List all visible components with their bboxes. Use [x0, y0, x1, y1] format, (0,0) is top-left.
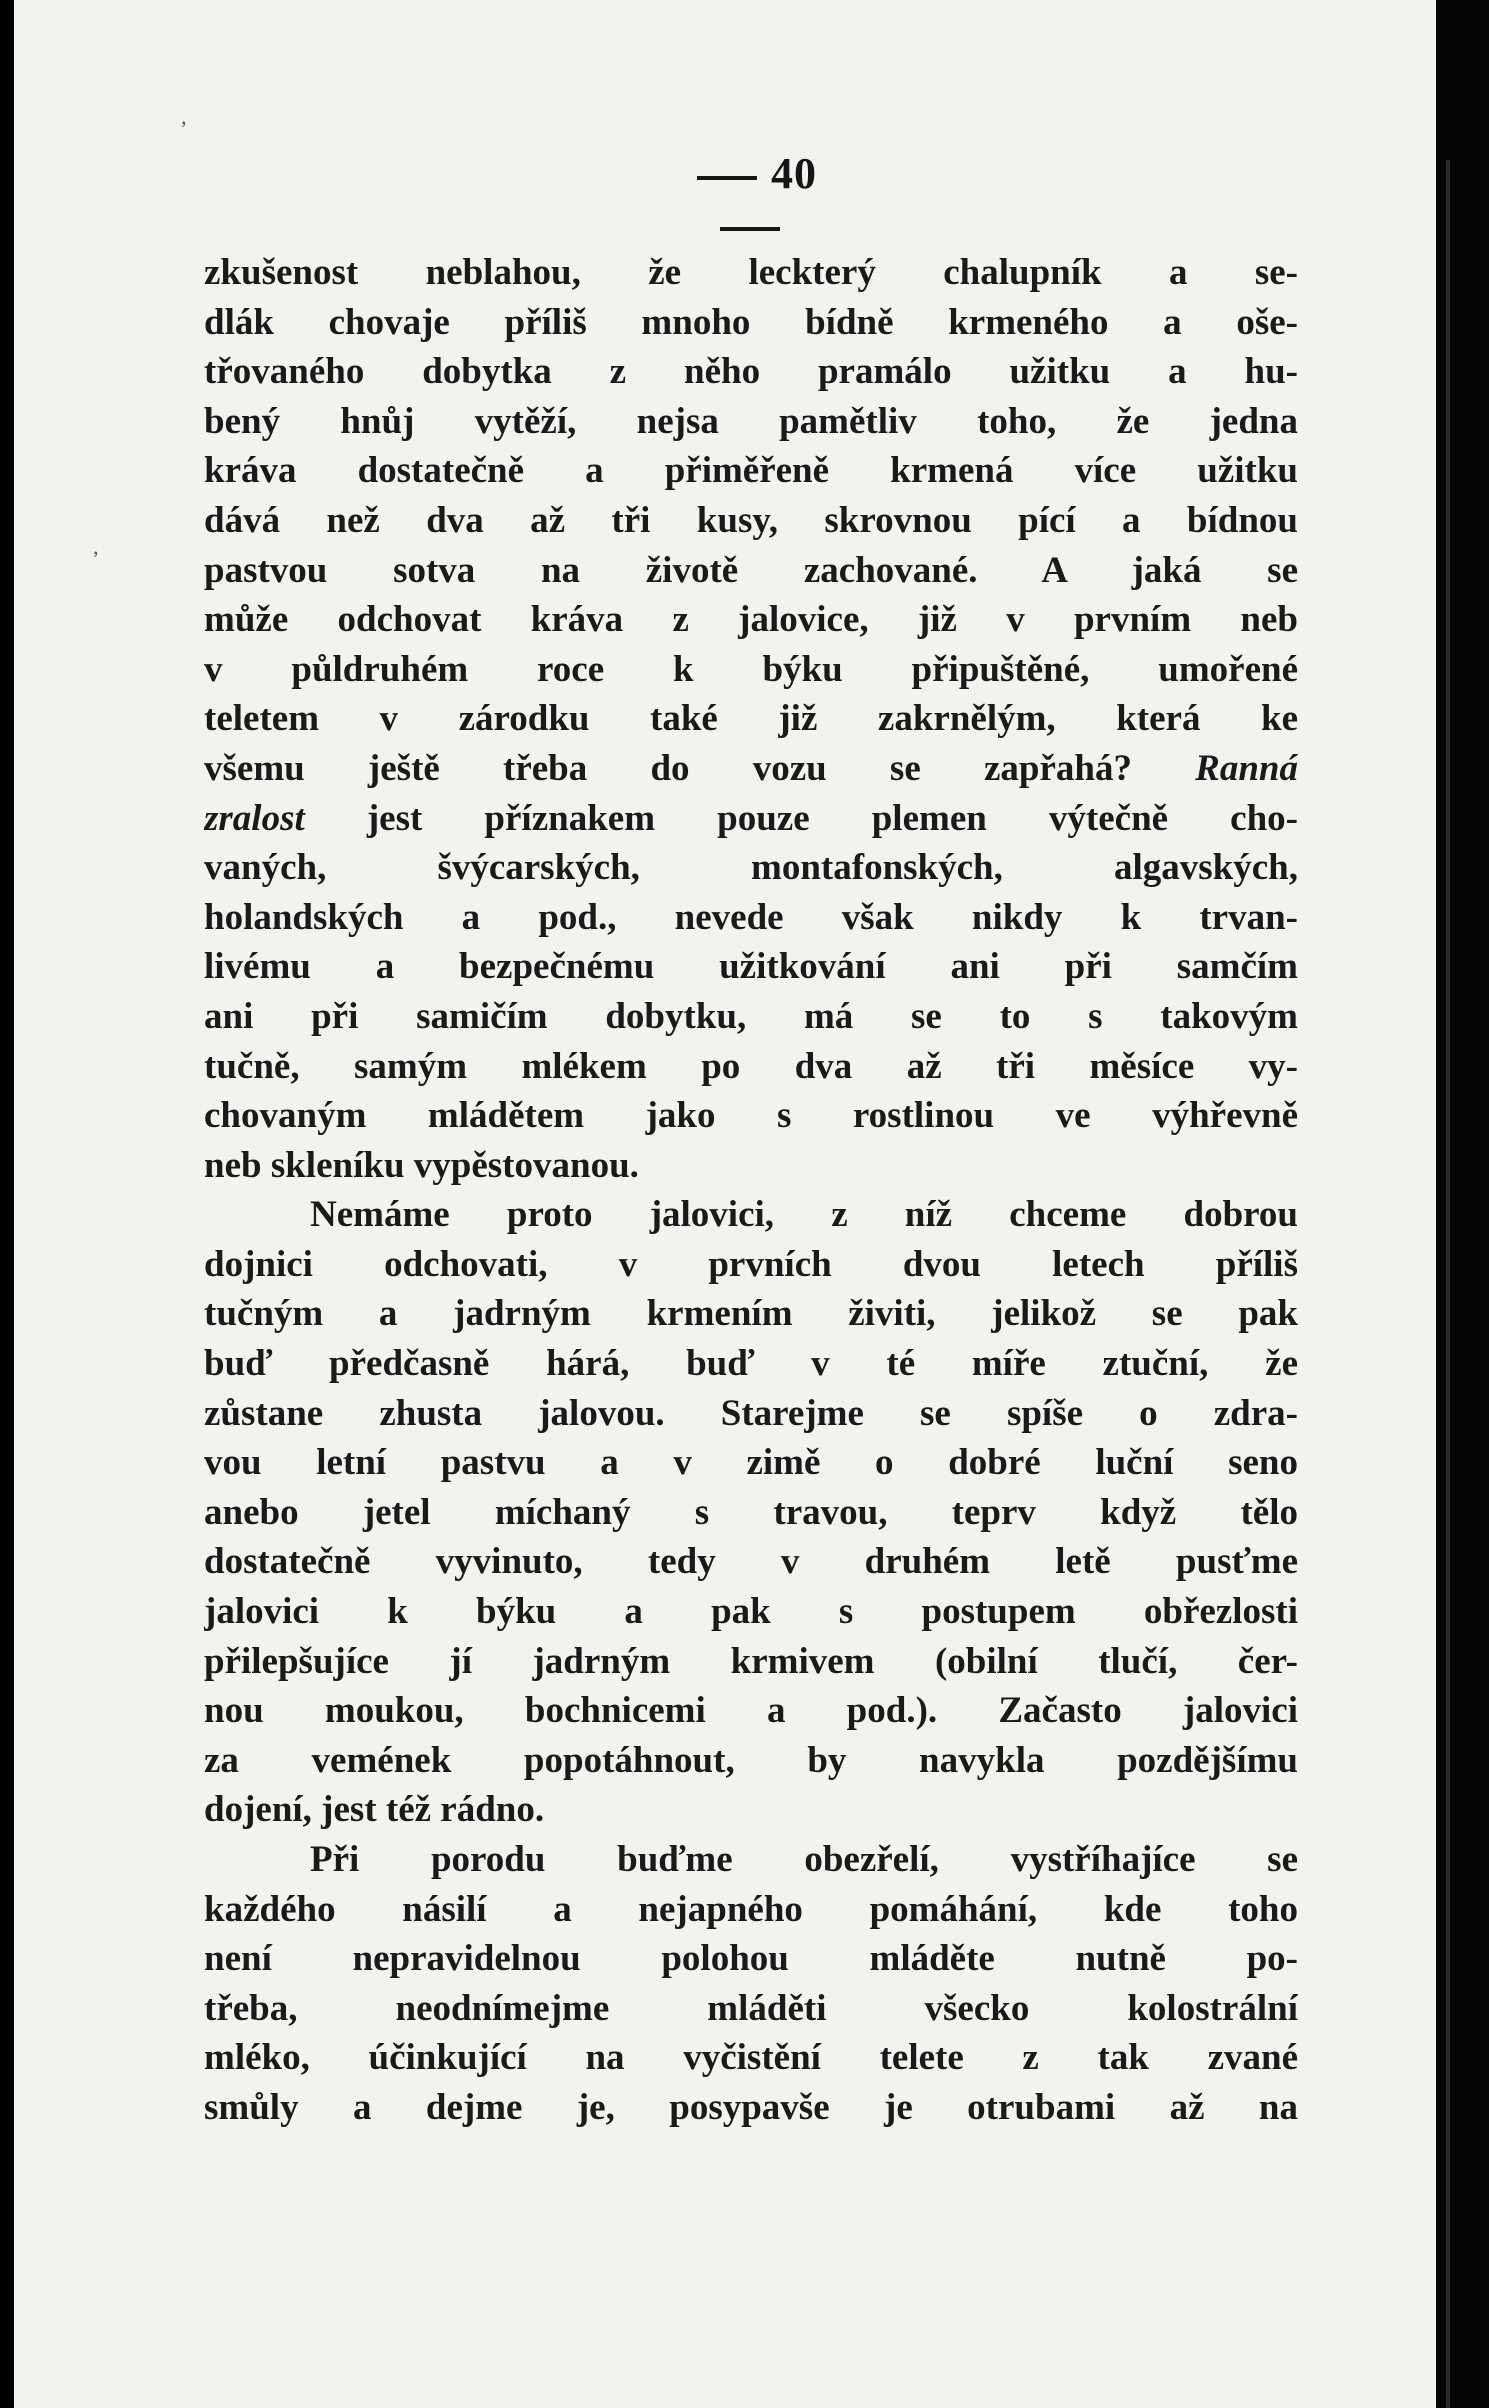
text-line: dává než dva až tři kusy, skrovnou pící a bídnou — [204, 499, 1298, 541]
binding-rule — [1446, 160, 1450, 2408]
text-line: zkušenost neblahou, že leckterý chalupník a se- — [204, 252, 1298, 293]
text-line: tučně, samým mlékem po dva až tři měsíce vy- — [204, 1045, 1298, 1087]
text-line: třovaného dobytka z něho pramálo užitku a hu- — [204, 351, 1298, 393]
paragraph-3 — [204, 1835, 1298, 2133]
page-number — [640, 148, 860, 250]
paragraph-1 — [204, 248, 1298, 1190]
text-line: tučným a jadrným krmením živiti, jelikož se pak — [204, 1293, 1298, 1335]
text-line: přilepšujíce jí jadrným krmivem (obilní tlučí, čer- — [204, 1640, 1298, 1682]
text-line: dostatečně vyvinuto, tedy v druhém letě pusťme — [204, 1541, 1298, 1583]
text-line: kráva dostatečně a přiměřeně krmená více užitku — [204, 450, 1298, 492]
italic-term: Ranná — [1195, 747, 1298, 789]
text-line: nou moukou, bochnicemi a pod.). Začasto jalovici — [204, 1690, 1298, 1732]
text-line: buď předčasně hárá, buď v té míře ztuční, že — [204, 1343, 1298, 1385]
text-line: není nepravidelnou polohou mláděte nutně po- — [204, 1938, 1298, 1980]
dash-left — [697, 176, 757, 180]
body-text — [204, 248, 1298, 2133]
margin-mark: ‚ — [180, 104, 188, 129]
text-line: teletem v zárodku také již zakrnělým, která ke — [204, 698, 1298, 740]
margin-mark: ‚ — [92, 534, 100, 559]
text-line: holandských a pod., nevede však nikdy k trvan- — [204, 896, 1298, 938]
text-line: neb skleníku vypěstovanou. — [204, 1144, 639, 1186]
text-line: v půldruhém roce k býku připuštěné, umořené — [204, 648, 1298, 690]
text-line: dojnici odchovati, v prvních dvou letech příliš — [204, 1243, 1298, 1285]
text-line: livému a bezpečnému užitkování ani při samčím — [204, 946, 1298, 988]
dash-right — [720, 227, 780, 231]
text-line: jalovici k býku a pak s postupem obřezlosti — [204, 1591, 1298, 1633]
text-line: chovaným mládětem jako s rostlinou ve výhřevně — [204, 1095, 1298, 1137]
text-line: Nemáme proto jalovici, z níž chceme dobrou — [310, 1194, 1298, 1236]
text-line: mléko, účinkující na vyčistění telete z tak zvané — [204, 2037, 1298, 2079]
paragraph-2 — [204, 1190, 1298, 1835]
text-line: dlák chovaje příliš mnoho bídně krmeného a oše- — [204, 301, 1298, 343]
text-line: vou letní pastvu a v zimě o dobré luční seno — [204, 1442, 1298, 1484]
text-line: vaných, švýcarských, montafonských, algavských, — [204, 847, 1298, 889]
text-line: může odchovat kráva z jalovice, již v prvním neb — [204, 599, 1298, 641]
text-line: pastvou sotva na životě zachované. A jaká se — [204, 549, 1298, 591]
text-span: jest příznakem pouze plemen výtečně cho- — [304, 797, 1298, 839]
text-line: bený hnůj vytěží, nejsa pamětliv toho, že jedna — [204, 400, 1298, 442]
text-line: dojení, jest též rádno. — [204, 1789, 545, 1831]
text-line: za vemének popotáhnout, by navykla pozdějšímu — [204, 1739, 1298, 1781]
text-line: Při porodu buďme obezřelí, vystříhajíce se — [310, 1839, 1298, 1880]
italic-term: zralost — [204, 797, 305, 839]
scan-border — [1436, 0, 1489, 2408]
text-line: třeba, neodnímejme mláděti všecko kolostrální — [204, 1987, 1298, 2029]
text-line: anebo jetel míchaný s travou, teprv když tělo — [204, 1491, 1298, 1533]
text-line: zůstane zhusta jalovou. Starejme se spíše o zdra- — [204, 1392, 1298, 1434]
page-number-value: 40 — [771, 149, 817, 198]
text-line: smůly a dejme je, posypavše je otrubami až na — [204, 2086, 1298, 2128]
text-line: každého násilí a nejapného pomáhání, kde toho — [204, 1888, 1298, 1930]
text-line — [204, 794, 1298, 844]
text-line: ani při samičím dobytku, má se to s takovým — [204, 995, 1298, 1037]
text-line — [204, 744, 1298, 794]
text-span: všemu ještě třeba do vozu se zapřahá? — [204, 747, 1132, 789]
